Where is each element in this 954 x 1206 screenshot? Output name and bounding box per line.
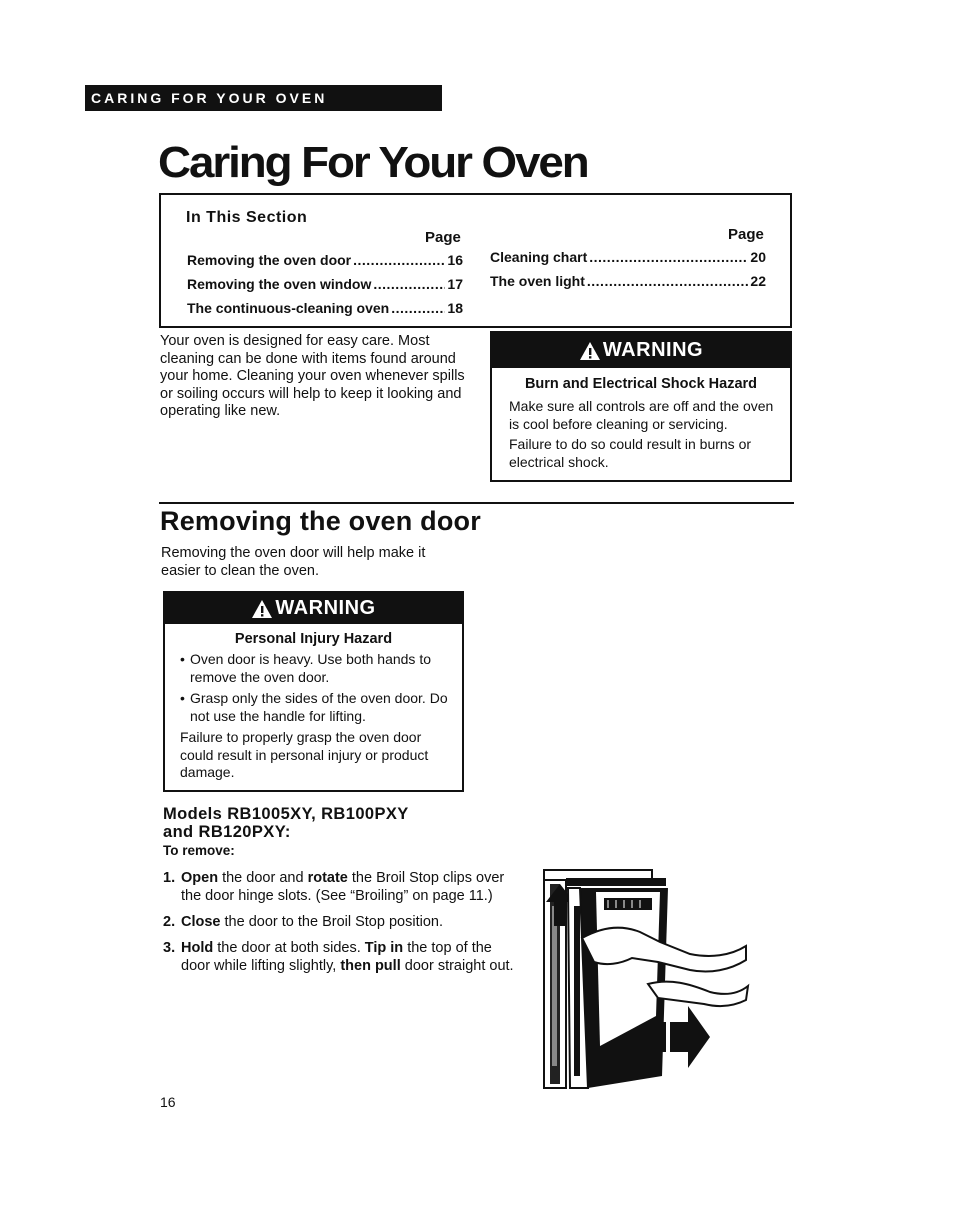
- step-text: Close the door to the Broil Stop position.: [181, 914, 443, 930]
- toc-leader-dots: [391, 299, 445, 317]
- page-number: 16: [160, 1094, 176, 1110]
- intro-paragraph: Your oven is designed for easy care. Most cleaning can be done with items found around your home. Cleaning your oven whenever spills or soiling occurs will help to keep it looking and operating like new.: [160, 333, 465, 419]
- toc-entry-label: The continuous-cleaning oven: [187, 300, 390, 316]
- warning-title: Personal Injury Hazard: [234, 631, 393, 647]
- removal-steps: [163, 869, 515, 983]
- models-heading-line-2: and RB120PXY:: [163, 823, 291, 841]
- toc-entry-label: Removing the oven window: [187, 276, 372, 292]
- toc-entry-label: The oven light: [490, 273, 585, 289]
- toc-entry-page: 20: [750, 249, 766, 265]
- section-title: Removing the oven door: [160, 506, 481, 536]
- warning-bullet-text: Oven door is heavy. Use both hands to remove the oven door.: [190, 651, 431, 685]
- toc-leader-dots: [353, 251, 445, 269]
- to-remove-label: To remove:: [163, 843, 235, 858]
- warning-box-personal-injury: [163, 591, 464, 792]
- step-1: [163, 869, 515, 905]
- section-banner: CARING FOR YOUR OVEN: [85, 85, 442, 111]
- oven-door-removal-illustration: [540, 866, 752, 1092]
- warning-triangle-icon: [579, 341, 601, 361]
- toc-entry-oven-light[interactable]: [490, 272, 766, 290]
- section-intro: Removing the oven door will help make it easier to clean the oven.: [161, 545, 426, 579]
- warning-bullet-2: [165, 686, 462, 725]
- toc-entry-cleaning-chart[interactable]: [490, 248, 766, 266]
- step-number: 1.: [163, 870, 176, 886]
- toc-leader-dots: [373, 275, 445, 293]
- toc-entry-page: 16: [447, 252, 463, 268]
- toc-page-label-left: Page: [425, 229, 461, 246]
- toc-leader-dots: [587, 272, 749, 290]
- toc-entry-page: 17: [447, 276, 463, 292]
- toc-entry-continuous-cleaning[interactable]: [187, 299, 463, 317]
- page-title: Caring For Your Oven: [158, 138, 588, 187]
- step-number: 3.: [163, 940, 176, 956]
- models-heading: [163, 805, 409, 841]
- warning-para-2: Failure to do so could result in burns or electrical shock.: [509, 436, 752, 470]
- warning-label: WARNING: [602, 339, 704, 361]
- warning-footer: Failure to properly grasp the oven door could result in personal injury or product damage.: [180, 729, 429, 780]
- step-number: 2.: [163, 914, 176, 930]
- warning-para-1: Make sure all controls are off and the oven is cool before cleaning or servicing.: [509, 398, 774, 432]
- toc-page-label-right: Page: [728, 226, 764, 243]
- section-divider: [159, 502, 794, 504]
- warning-bullet-1: [165, 647, 462, 686]
- toc-entry-label: Removing the oven door: [187, 252, 352, 268]
- step-3: [163, 939, 515, 975]
- warning-title: Burn and Electrical Shock Hazard: [524, 376, 758, 392]
- toc-entry-page: 18: [447, 300, 463, 316]
- step-text: Open the door and rotate the Broil Stop clips over the door hinge slots. (See “Broiling” on page 11.): [181, 870, 505, 904]
- bullet-icon: •: [180, 651, 185, 667]
- bullet-icon: •: [180, 690, 185, 706]
- warning-box-burn-hazard: [490, 331, 792, 482]
- toc-heading: In This Section: [186, 209, 308, 226]
- warning-header: [165, 593, 462, 624]
- models-heading-line-1: Models RB1005XY, RB100PXY: [163, 805, 409, 823]
- step-2: [163, 913, 515, 931]
- step-text: Hold the door at both sides. Tip in the top of the door while lifting slightly, then pull door straight out.: [181, 940, 514, 974]
- warning-header: [492, 333, 790, 368]
- toc-entry-page: 22: [750, 273, 766, 289]
- toc-leader-dots: [589, 248, 748, 266]
- toc-entry-oven-window[interactable]: [187, 275, 463, 293]
- warning-bullet-text: Grasp only the sides of the oven door. Do not use the handle for lifting.: [190, 690, 448, 724]
- warning-triangle-icon: [251, 599, 273, 619]
- toc-entry-label: Cleaning chart: [490, 249, 588, 265]
- warning-label: WARNING: [275, 597, 376, 619]
- toc-entry-oven-door[interactable]: [187, 251, 463, 269]
